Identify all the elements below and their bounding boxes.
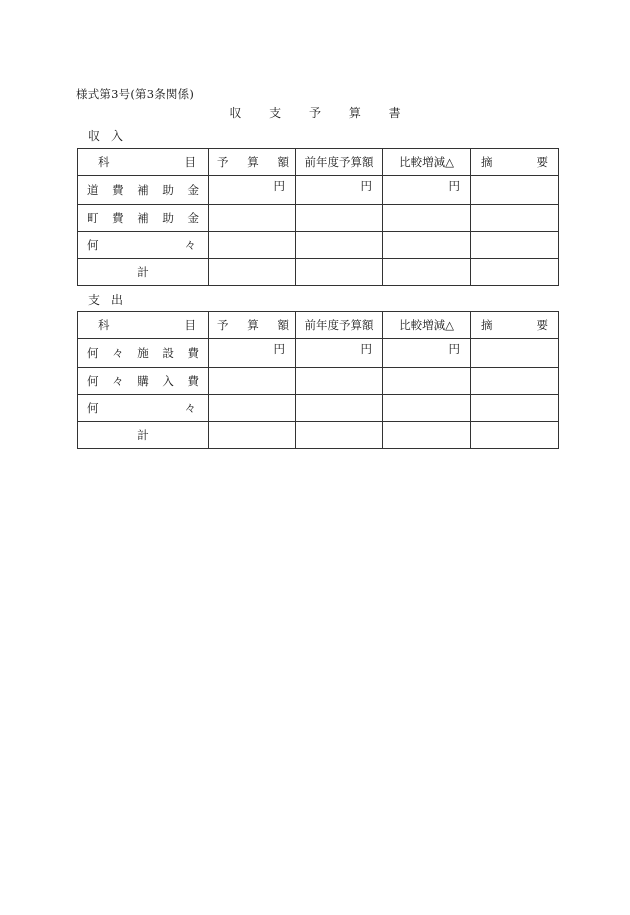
title-char: 予 <box>308 106 321 120</box>
expense-table <box>77 311 559 449</box>
header-prev-budget: 前年度予算額 <box>296 312 383 339</box>
value-cell <box>383 368 471 395</box>
total-label: 計 <box>78 422 209 449</box>
remarks-cell <box>471 176 559 205</box>
unit-cell: 円 <box>209 339 296 368</box>
expense-section-label <box>88 291 134 308</box>
label-char: 収 <box>88 129 101 143</box>
value-cell <box>296 259 383 286</box>
item-cell: 何 々 <box>78 232 209 259</box>
item-cell: 何 々 購 入 費 <box>78 368 209 395</box>
value-cell <box>209 205 296 232</box>
value-cell <box>296 422 383 449</box>
header-row <box>78 149 559 176</box>
table-row <box>78 176 559 205</box>
value-cell <box>296 232 383 259</box>
value-cell <box>383 395 471 422</box>
table-row <box>78 232 559 259</box>
value-cell <box>383 232 471 259</box>
remarks-cell <box>471 422 559 449</box>
total-row <box>78 422 559 449</box>
value-cell <box>209 368 296 395</box>
label-char: 支 <box>88 293 101 307</box>
title-char: 算 <box>348 106 361 120</box>
value-cell <box>383 422 471 449</box>
unit-cell: 円 <box>383 176 471 205</box>
title-char: 支 <box>269 106 282 120</box>
unit-cell: 円 <box>296 339 383 368</box>
value-cell <box>209 232 296 259</box>
header-diff: 比較増減△ <box>383 312 471 339</box>
title-char: 書 <box>388 106 401 120</box>
label-char: 出 <box>111 293 124 307</box>
header-item: 科 目 <box>78 312 209 339</box>
header-remarks: 摘 要 <box>471 149 559 176</box>
value-cell <box>296 395 383 422</box>
header-prev-budget: 前年度予算額 <box>296 149 383 176</box>
value-cell <box>383 259 471 286</box>
value-cell <box>209 422 296 449</box>
remarks-cell <box>471 259 559 286</box>
label-char: 入 <box>111 129 124 143</box>
value-cell <box>209 259 296 286</box>
unit-cell: 円 <box>209 176 296 205</box>
header-budget: 予 算 額 <box>209 149 296 176</box>
income-section-label <box>88 127 134 144</box>
table-row <box>78 205 559 232</box>
header-remarks: 摘 要 <box>471 312 559 339</box>
unit-cell: 円 <box>296 176 383 205</box>
document-title <box>0 104 630 121</box>
header-item: 科 目 <box>78 149 209 176</box>
value-cell <box>296 205 383 232</box>
item-cell: 町 費 補 助 金 <box>78 205 209 232</box>
table-row <box>78 368 559 395</box>
unit-cell: 円 <box>383 339 471 368</box>
remarks-cell <box>471 395 559 422</box>
table-row <box>78 395 559 422</box>
header-row <box>78 312 559 339</box>
remarks-cell <box>471 205 559 232</box>
title-char: 収 <box>229 106 242 120</box>
form-label: 様式第3号(第3条関係) <box>76 87 195 101</box>
value-cell <box>209 395 296 422</box>
item-cell: 道 費 補 助 金 <box>78 176 209 205</box>
income-table <box>77 148 559 286</box>
total-row <box>78 259 559 286</box>
total-label: 計 <box>78 259 209 286</box>
remarks-cell <box>471 339 559 368</box>
table-row <box>78 339 559 368</box>
header-diff: 比較増減△ <box>383 149 471 176</box>
value-cell <box>296 368 383 395</box>
remarks-cell <box>471 232 559 259</box>
header-budget: 予 算 額 <box>209 312 296 339</box>
remarks-cell <box>471 368 559 395</box>
value-cell <box>383 205 471 232</box>
item-cell: 何 々 施 設 費 <box>78 339 209 368</box>
item-cell: 何 々 <box>78 395 209 422</box>
